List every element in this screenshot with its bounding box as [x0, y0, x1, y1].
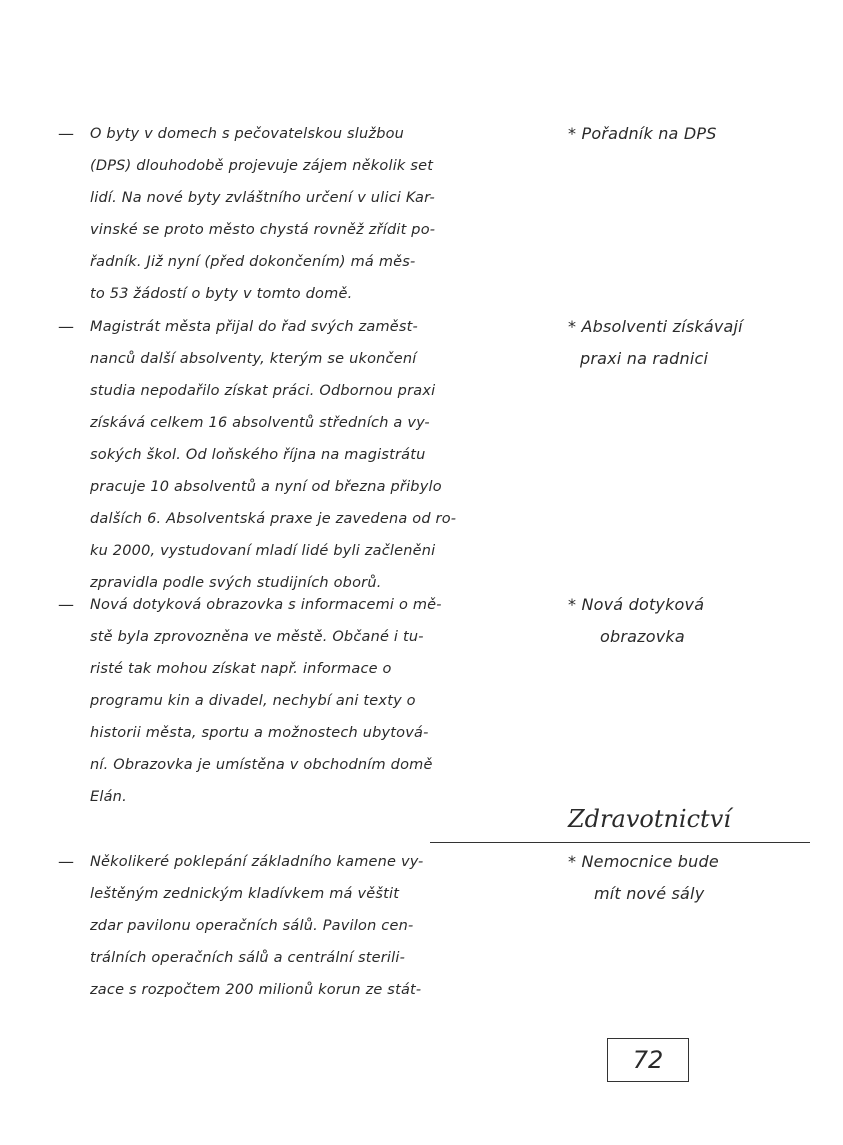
bullet-dash: —: [58, 852, 74, 871]
text-line: zdar pavilonu operačních sálů. Pavilon cen-: [90, 918, 414, 934]
text-line: programu kin a divadel, nechybí ani texty o: [90, 693, 416, 709]
text-line: zace s rozpočtem 200 milionů korun ze stát-: [90, 982, 422, 998]
text-line: Několikeré poklepání základního kamene vy-: [90, 854, 424, 870]
note-line: mít nové sály: [594, 884, 705, 903]
text-line: dalších 6. Absolventská praxe je zavedena od ro-: [90, 511, 457, 527]
text-line: risté tak mohou získat např. informace o: [90, 661, 392, 677]
text-line: Elán.: [90, 789, 127, 805]
text-line: studia nepodařilo získat práci. Odbornou praxi: [90, 383, 436, 399]
text-line: získává celkem 16 absolventů středních a vy-: [90, 415, 430, 431]
text-line: nanců další absolventy, kterým se ukončení: [90, 351, 417, 367]
text-line: Nová dotyková obrazovka s informacemi o mě-: [90, 597, 442, 613]
bullet-dash: —: [58, 317, 74, 336]
text-line: O byty v domech s pečovatelskou službou: [90, 126, 405, 142]
note-line: obrazovka: [600, 627, 685, 646]
text-line: to 53 žádostí o byty v tomto domě.: [90, 286, 353, 302]
text-line: stě byla zprovozněna ve městě. Občané i tu-: [90, 629, 424, 645]
text-line: leštěným zednickým kladívkem má věštit: [90, 886, 400, 902]
text-line: lidí. Na nové byty zvláštního určení v ulici Kar-: [90, 190, 435, 206]
entry-graduates-text: [58, 311, 570, 599]
note-line: * Pořadník na DPS: [568, 124, 717, 143]
text-line: ku 2000, vystudovaní mladí lidé byli začleněni: [90, 543, 436, 559]
margin-note-hospital: [568, 846, 828, 910]
bullet-dash: —: [58, 124, 74, 143]
text-line: historii města, sportu a možnostech ubytová-: [90, 725, 429, 741]
note-line: praxi na radnici: [580, 349, 709, 368]
text-line: vinské se proto město chystá rovněž zřídit po-: [90, 222, 436, 238]
text-line: Magistrát města přijal do řad svých zaměst-: [90, 319, 418, 335]
text-line: ní. Obrazovka je umístěna v obchodním domě: [90, 757, 433, 773]
text-line: pracuje 10 absolventů a nyní od března přibylo: [90, 479, 442, 495]
note-line: * Nová dotyková: [568, 595, 705, 614]
heading-underline: [430, 842, 810, 843]
entry-hospital-text: [58, 846, 570, 1006]
note-line: * Absolventi získávají: [568, 317, 743, 336]
margin-note-touchscreen: [568, 589, 828, 653]
text-line: zpravidla podle svých studijních oborů.: [90, 575, 382, 591]
margin-note-graduates: [568, 311, 828, 375]
margin-note-dps: [568, 118, 828, 150]
entry-touchscreen-text: [58, 589, 570, 813]
text-line: trálních operačních sálů a centrální sterili-: [90, 950, 406, 966]
text-line: (DPS) dlouhodobě projevuje zájem několik set: [90, 158, 434, 174]
text-line: řadník. Již nyní (před dokončením) má měs-: [90, 254, 416, 270]
entry-dps-text: [58, 118, 570, 310]
note-line: * Nemocnice bude: [568, 852, 719, 871]
page-number-box: 72: [607, 1038, 689, 1082]
text-line: sokých škol. Od loňského října na magistrátu: [90, 447, 426, 463]
bullet-dash: —: [58, 595, 74, 614]
section-heading: Zdravotnictví: [568, 805, 731, 833]
